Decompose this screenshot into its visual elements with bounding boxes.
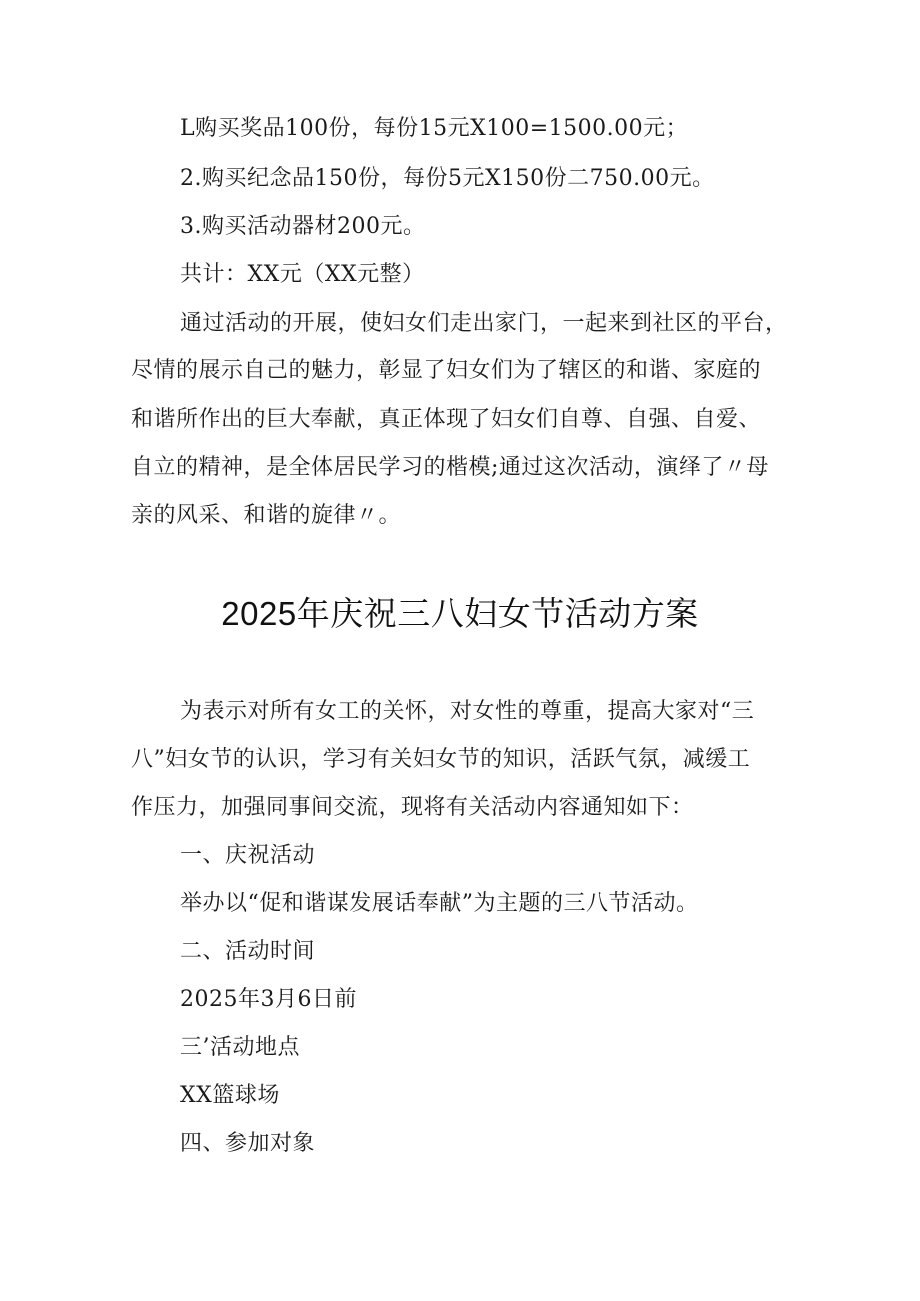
budget-item-souvenirs: 2.购买纪念品150份，每份5元X150份二750.00元。 — [180, 166, 715, 191]
section-1-text: 举办以“促和谐谋发展话奉献”为主题的三八节活动。 — [180, 891, 699, 916]
budget-total: 共计：XX元（XX元整） — [180, 262, 425, 287]
section-4-heading: 四、参加对象 — [180, 1131, 316, 1156]
summary-line-2: 尽情的展示自己的魅力，彰显了妇女们为了辖区的和谐、家庭的 — [131, 358, 762, 383]
budget-item-prizes: L购买奖品100份，每份15元X100=1500.00元； — [180, 116, 689, 141]
section-2-heading: 二、活动时间 — [180, 939, 316, 964]
intro-line-2: 八”妇女节的认识，学习有关妇女节的知识，活跃气氛，减缓工 — [131, 747, 751, 772]
section-2-text: 2025年3月6日前 — [180, 987, 357, 1012]
summary-line-3: 和谐所作出的巨大奉献，真正体现了妇女们自尊、自强、自爱、 — [131, 407, 762, 432]
plan-title: 2025年庆祝三八妇女节活动方案 — [221, 595, 699, 632]
summary-line-5: 亲的风采、和谐的旋律〃。 — [131, 503, 402, 528]
section-1-heading: 一、庆祝活动 — [180, 843, 316, 868]
budget-item-equipment: 3.购买活动器材200元。 — [180, 214, 426, 239]
section-3-heading: 三’活动地点 — [180, 1035, 300, 1060]
summary-line-1: 通过活动的开展，使妇女们走出家门，一起来到社区的平台， — [180, 311, 788, 336]
intro-line-1: 为表示对所有女工的关怀，对女性的尊重，提高大家对“三 — [180, 699, 755, 724]
section-3-text: XX篮球场 — [180, 1083, 280, 1108]
intro-line-3: 作压力，加强同事间交流，现将有关活动内容通知如下： — [131, 795, 694, 820]
summary-line-4: 自立的精神，是全体居民学习的楷模;通过这次活动，演绎了〃母 — [131, 455, 769, 480]
